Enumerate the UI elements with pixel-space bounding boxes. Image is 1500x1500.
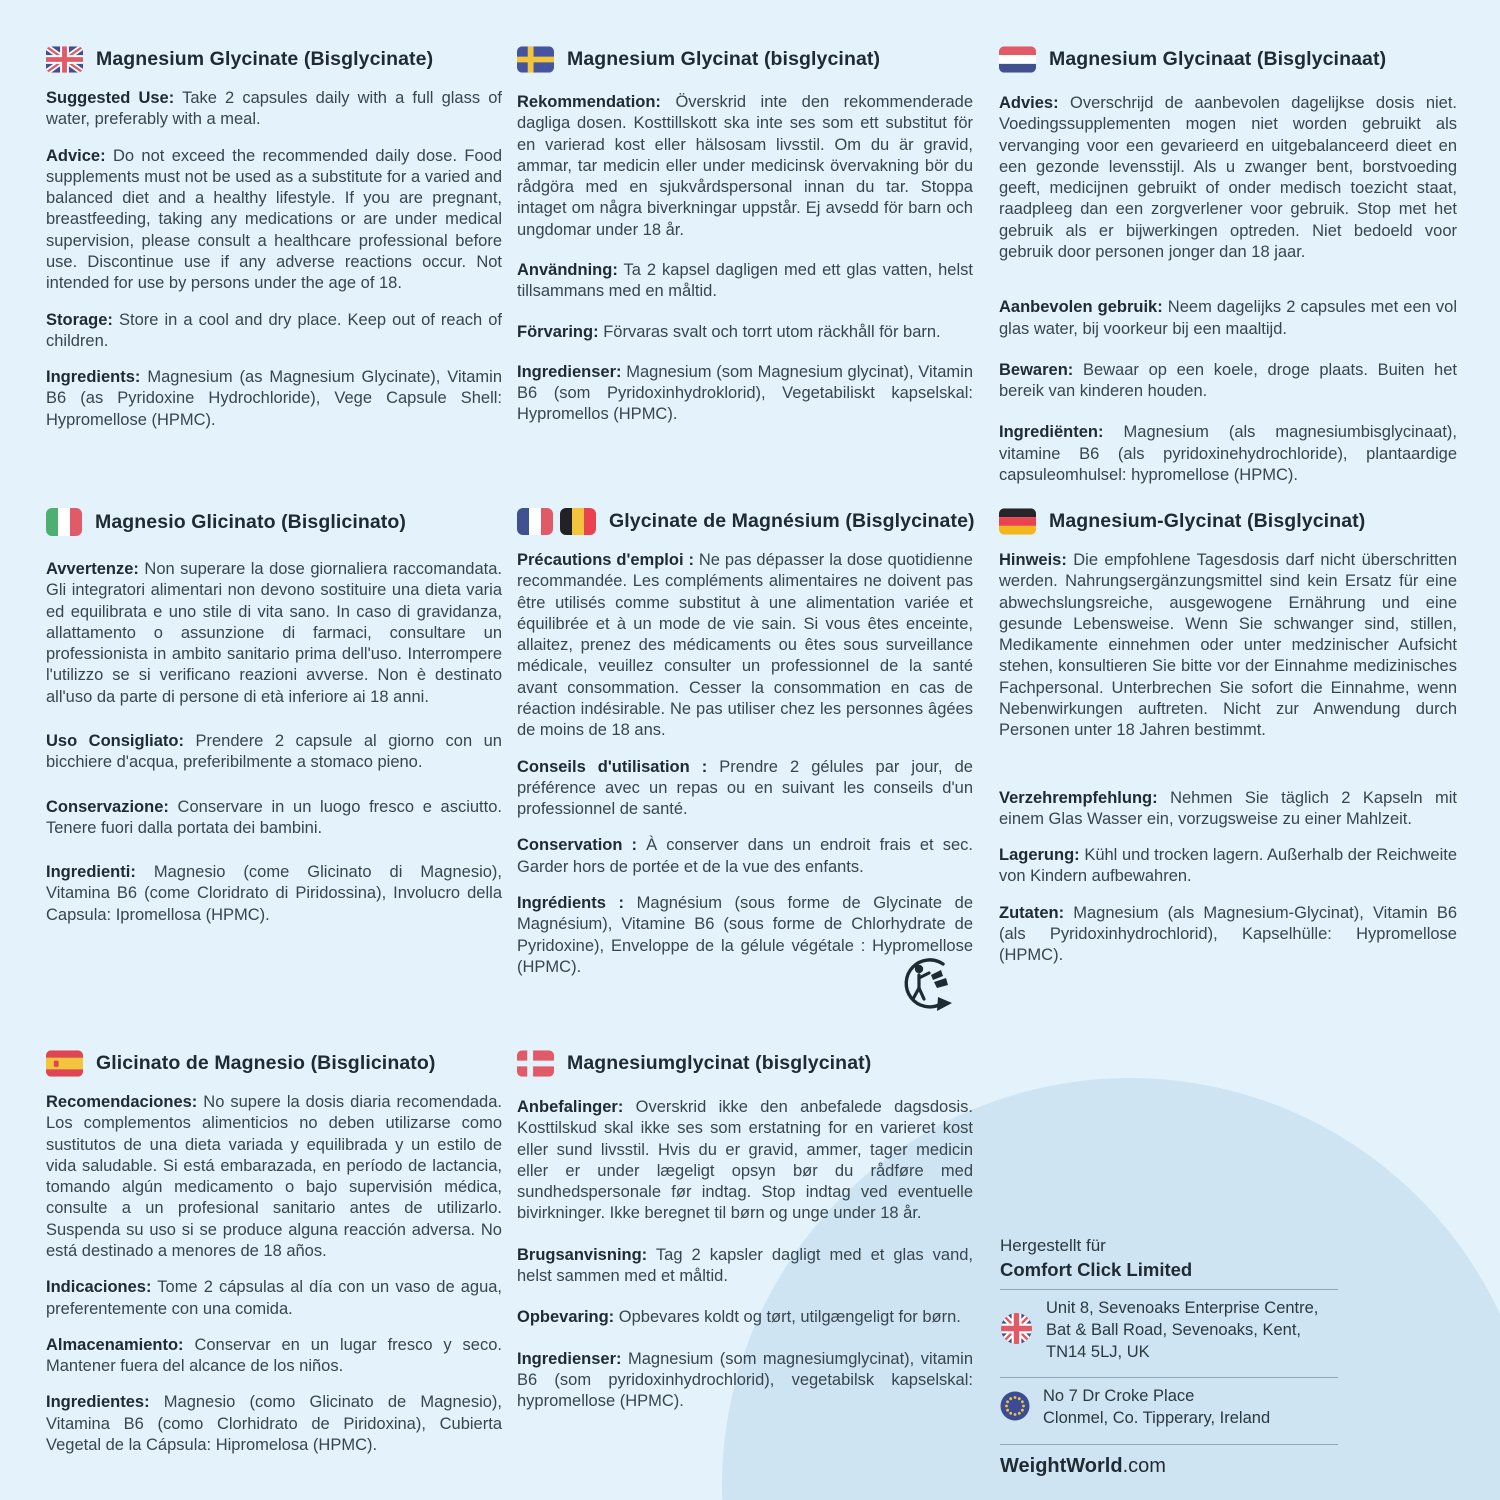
para-text: Conservare in un luogo fresco e asciutto. Tenere fuori dalla portata dei bambini. <box>46 797 502 837</box>
section-german <box>999 508 1457 967</box>
flag-belgium-icon <box>560 508 596 535</box>
para-label: Indicaciones: <box>46 1278 152 1297</box>
para-label: Bewaren: <box>999 360 1074 379</box>
para-label: Uso Consigliato: <box>46 731 184 750</box>
triman-recycle-icon <box>893 950 963 1025</box>
para-label: Ingredienser: <box>517 1349 622 1368</box>
paragraph <box>517 260 973 303</box>
para-text: Magnesium (som Magnesium glycinat), Vitamin B6 (som Pyridoxinhydroklorid), Vegetabiliskt kapselskal: Hypromellos (HPMC). <box>517 362 973 424</box>
para-label: Ingredientes: <box>46 1393 150 1412</box>
flag-netherlands-icon <box>999 46 1036 73</box>
section-danish <box>517 1050 973 1412</box>
para-text: À conserver dans un endroit frais et sec. Garder hors de portée et de la vue des enfants. <box>517 836 973 876</box>
paragraph <box>46 862 502 926</box>
para-text: Neem dagelijks 2 capsules met een vol glas water, bij voorkeur bij een maaltijd. <box>999 298 1457 338</box>
para-text: Magnesium (som magnesiumglycinat), vitamin B6 (som pyridoxinhydrochlorid), vegetabilsk kapselskal: hypromellose (HPMC). <box>517 1349 973 1411</box>
ie-address: No 7 Dr Croke Place Clonmel, Co. Tipperary, Ireland <box>1043 1387 1271 1428</box>
paragraph <box>517 757 973 821</box>
flag-denmark-icon <box>517 1050 554 1077</box>
paragraph <box>46 797 502 840</box>
manufacturer-block <box>1000 1236 1338 1478</box>
paragraph <box>46 1092 502 1262</box>
para-label: Ingredienser: <box>517 362 622 381</box>
para-text: Överskrid inte den rekommenderade dagliga dosen. Kosttillskott ska inte ses som ett substitut för en varierad kost eller hälsosam livsstil. Om du är gravid, ammar, tar medicin eller under medicinsk övervakning bör du rådgöra med en sjukvårdspersonal innan du tar. Stoppa intaget om några biverkningar uppstår. Ej avsedd för barn och ungdomar under 18 år. <box>517 93 974 239</box>
para-text: Magnesio (come Glicinato di Magnesio), Vitamina B6 (come Cloridrato di Piridossina), Involucro della Capsula: Ipromellosa (HPMC). <box>46 863 502 924</box>
para-text: Take 2 capsules daily with a full glass of water, preferably with a meal. <box>46 89 502 129</box>
uk-address: Unit 8, Sevenoaks Enterprise Centre, Bat & Ball Road, Sevenoaks, Kent, TN14 5LJ, UK <box>1046 1299 1319 1361</box>
para-label: Brugsanvisning: <box>517 1245 648 1264</box>
para-label: Opbevaring: <box>517 1308 615 1327</box>
para-text: Opbevares koldt og tørt, utilgængeligt for børn. <box>618 1308 961 1327</box>
paragraph <box>46 731 502 774</box>
paragraph <box>999 297 1457 340</box>
paragraph <box>999 845 1457 888</box>
section-dutch <box>999 46 1457 486</box>
para-label: Aanbevolen gebruik: <box>999 298 1163 317</box>
paragraph <box>999 422 1457 486</box>
section-title: Magnesium Glycinaat (Bisglycinaat) <box>1049 48 1387 70</box>
paragraph <box>46 1392 502 1456</box>
paragraph <box>46 1335 502 1378</box>
para-text: No supere la dosis diaria recomendada. Los complementos alimenticios no deben utilizarse como sustitutos de una dieta variada y equilibrada y un estilo de vida saludable. Si está embarazada, en período de lactancia, tomando algún medicamento o bajo supervisión médica, consulte a un profesional sanitario antes de utilizarlo. Suspenda su uso si se produce alguna reacción adversa. No está destinado a menores de 18 años. <box>46 1093 502 1260</box>
paragraph <box>999 788 1457 831</box>
paragraph <box>517 92 973 241</box>
para-label: Advies: <box>999 94 1059 112</box>
para-label: Ingredients: <box>46 368 141 387</box>
paragraph <box>517 362 973 426</box>
section-english <box>46 46 502 431</box>
flag-eu-round-icon <box>1000 1391 1030 1426</box>
para-label: Anbefalinger: <box>517 1098 624 1116</box>
para-label: Précautions d'emploi : <box>517 551 694 569</box>
section-title: Glycinate de Magnésium (Bisglycinate) <box>609 510 975 532</box>
para-label: Användning: <box>517 260 618 279</box>
para-text: Tome 2 cápsulas al día con un vaso de agua, preferentemente con una comida. <box>46 1278 503 1318</box>
para-label: Ingredienti: <box>46 863 136 882</box>
para-text: Nehmen Sie täglich 2 Kapseln mit einem Glas Wasser ein, vorzugsweise zu einer Mahlzeit. <box>999 788 1457 828</box>
para-label: Lagerung: <box>999 846 1080 865</box>
paragraph <box>517 1307 973 1328</box>
para-text: Förvaras svalt och torrt utom räckhåll för barn. <box>603 322 941 341</box>
flag-uk-round-icon <box>1000 1312 1033 1350</box>
section-title: Glicinato de Magnesio (Bisglicinato) <box>96 1052 436 1074</box>
para-label: Zutaten: <box>999 903 1065 922</box>
para-text: Prendre 2 gélules par jour, de préférence avec un repas ou en suivant les conseils d'un professionnel de santé. <box>517 757 973 819</box>
para-label: Rekommendation: <box>517 93 661 111</box>
paragraph <box>999 360 1457 403</box>
para-label: Suggested Use: <box>46 89 175 107</box>
para-text: Tag 2 kapsler dagligt med et glas vand, helst sammen med et måltid. <box>517 1245 974 1285</box>
flag-france-icon <box>517 508 553 535</box>
paragraph <box>517 550 973 742</box>
paragraph <box>46 88 502 131</box>
para-label: Conseils d'utilisation : <box>517 757 708 776</box>
section-title: Magnesium Glycinat (bisglycinat) <box>567 48 881 70</box>
section-title: Magnesio Glicinato (Bisglicinato) <box>95 510 406 533</box>
para-label: Almacenamiento: <box>46 1335 184 1354</box>
para-text: Magnesio (como Glicinato de Magnesio), Vitamina B6 (como Clorhidrato de Piridoxina), Cubierta Vegetal de la Cápsula: Hipromelosa (HPMC). <box>46 1393 502 1454</box>
paragraph <box>46 559 502 708</box>
paragraph <box>46 146 502 295</box>
paragraph <box>517 1245 973 1288</box>
para-text: Magnesium (als magnesiumbisglycinaat), vitamine B6 (als pyridoxinehydrochloride), plantaardige capsuleomhulsel: hypromellose (HPMC). <box>999 423 1457 484</box>
paragraph <box>46 367 502 431</box>
para-text: Prendere 2 capsule al giorno con un bicchiere d'acqua, preferibilmente a stomaco pieno. <box>46 731 502 772</box>
divider <box>1000 1444 1338 1445</box>
section-title: Magnesium-Glycinat (Bisglycinat) <box>1049 510 1366 532</box>
para-text: Overschrijd de aanbevolen dagelijkse dosis niet. Voedingssupplementen mogen niet worden gebruikt als vervanging voor een gevarieerd en uitgebalanceerd dieet en een gezonde levensstijl. Als u zwanger bent, borstvoeding geeft, medicijnen gebruikt of onder medisch toezicht staat, raadpleeg dan een zorgverlener voor gebruik. Stop met het gebruik als er bijwerkingen optreden. Niet bedoeld voor gebruik door personen jonger dan 18 jaar. <box>999 94 1458 261</box>
para-text: Bewaar op een koele, droge plaats. Buiten het bereik van kinderen houden. <box>999 360 1457 401</box>
paragraph <box>517 322 973 343</box>
flag-sweden-icon <box>517 46 554 73</box>
paragraph <box>999 550 1457 742</box>
made-for-label: Hergestellt für <box>1000 1236 1106 1255</box>
para-label: Advice: <box>46 146 106 165</box>
flag-spain-icon <box>46 1050 83 1077</box>
para-text: Store in a cool and dry place. Keep out of reach of children. <box>46 310 502 350</box>
para-label: Conservazione: <box>46 797 169 816</box>
flag-uk-icon <box>46 46 83 73</box>
paragraph <box>999 93 1457 263</box>
para-text: Non superare la dose giornaliera raccomandata. Gli integratori alimentari non devono sostituire una dieta varia ed equilibrata e uno stile di vita sano. In caso di gravidanza, allattamento o assunzione di farmaci, consultare un professionista in ambito sanitario prima dell'uso. Interrompere l'utilizzo se si verificano reazioni avverse. Non è destinato all'uso da parte di persone di età inferiore ai 18 anni. <box>46 560 502 706</box>
website: WeightWorld.com <box>1000 1454 1166 1477</box>
para-label: Avvertenze: <box>46 560 139 578</box>
paragraph <box>46 310 502 353</box>
para-text: Magnesium (als Magnesium-Glycinat), Vitamin B6 (als Pyridoxinhydrochlorid), Kapselhülle: Hypromellose (HPMC). <box>999 903 1457 965</box>
paragraph <box>517 835 973 878</box>
company-name: Comfort Click Limited <box>1000 1259 1193 1280</box>
paragraph <box>999 903 1457 967</box>
para-text: Do not exceed the recommended daily dose. Food supplements must not be used as a substitute for a varied and balanced diet and a healthy lifestyle. If you are pregnant, breastfeeding, taking any medications or are under medical supervision, please consult a healthcare professional before use. Discontinue use if any adverse reactions occur. Not intended for use by persons under the age of 18. <box>46 146 502 293</box>
para-text: Ta 2 kapsel dagligen med ett glas vatten, helst tillsammans med en måltid. <box>517 260 973 301</box>
para-text: Kühl und trocken lagern. Außerhalb der Reichweite von Kindern aufbewahren. <box>999 846 1457 886</box>
section-italian <box>46 508 502 926</box>
para-label: Förvaring: <box>517 322 599 341</box>
flag-germany-icon <box>999 508 1036 535</box>
para-text: Overskrid ikke den anbefalede dagsdosis. Kosttilskud skal ikke ses som erstatning for en varieret kost eller sund livsstil. Hvis du er gravid, ammer, tager medicin eller er under lægeligt opsyn bør du rådføre med sundhedspersonale før indtag. Stop indtag ved eventuelle bivirkninger. Ikke beregnet til børn og unge under 18 år. <box>517 1098 973 1223</box>
para-label: Recomendaciones: <box>46 1093 198 1111</box>
paragraph <box>517 1349 973 1413</box>
section-swedish <box>517 46 973 426</box>
para-label: Verzehrempfehlung: <box>999 788 1158 807</box>
para-label: Conservation : <box>517 836 638 855</box>
section-french <box>517 508 973 978</box>
para-label: Ingrediënten: <box>999 423 1104 442</box>
flag-italy-icon <box>46 508 82 536</box>
para-label: Ingrédients : <box>517 893 625 912</box>
section-spanish <box>46 1050 502 1456</box>
para-text: Magnesium (as Magnesium Glycinate), Vitamin B6 (as Pyridoxine Hydrochloride), Vege Capsule Shell: Hypromellose (HPMC). <box>46 368 502 429</box>
para-label: Storage: <box>46 310 113 329</box>
para-text: Ne pas dépasser la dose quotidienne recommandée. Les compléments alimentaires ne doivent pas être utilisés comme substitut à une alimentation variée et équilibrée et à un mode de vie sain. Si vous êtes enceinte, allaitez, prenez des médicaments ou êtes sous surveillance médicale, veuillez consulter un professionnel de la santé avant consommation. Cesser la consommation en cas de réaction indésirable. Ne pas utiliser chez les personnes âgées de moins de 18 ans. <box>517 551 973 740</box>
para-text: Magnésium (sous forme de Glycinate de Magnésium), Vitamine B6 (sous forme de Chlorhydrate de Pyridoxine), Enveloppe de la gélule végétale : Hypromellose (HPMC). <box>517 893 973 976</box>
paragraph <box>46 1277 502 1320</box>
para-text: Die empfohlene Tagesdosis darf nicht überschritten werden. Nahrungsergänzungsmittel sind kein Ersatz für eine abwechslungsreiche, ausgewogene Ernährung und eine gesunde Lebensweise. Wenn Sie schwanger sind, stillen, Medikamente einnehmen oder unter medzinischer Aufsicht stehen, konsultieren Sie bitte vor der Einnahme medizinisches Fachpersonal. Unterbrechen Sie sofort die Einnahme, wenn Nebenwirkungen auftreten. Nicht zur Anwendung durch Personen unter 18 Jahren bestimmt. <box>999 551 1457 740</box>
section-title: Magnesiumglycinat (bisglycinat) <box>567 1052 872 1074</box>
paragraph <box>517 1097 973 1225</box>
para-label: Hinweis: <box>999 551 1067 569</box>
section-title: Magnesium Glycinate (Bisglycinate) <box>96 48 434 70</box>
para-text: Conservar en un lugar fresco y seco. Mantener fuera del alcance de los niños. <box>46 1335 502 1376</box>
